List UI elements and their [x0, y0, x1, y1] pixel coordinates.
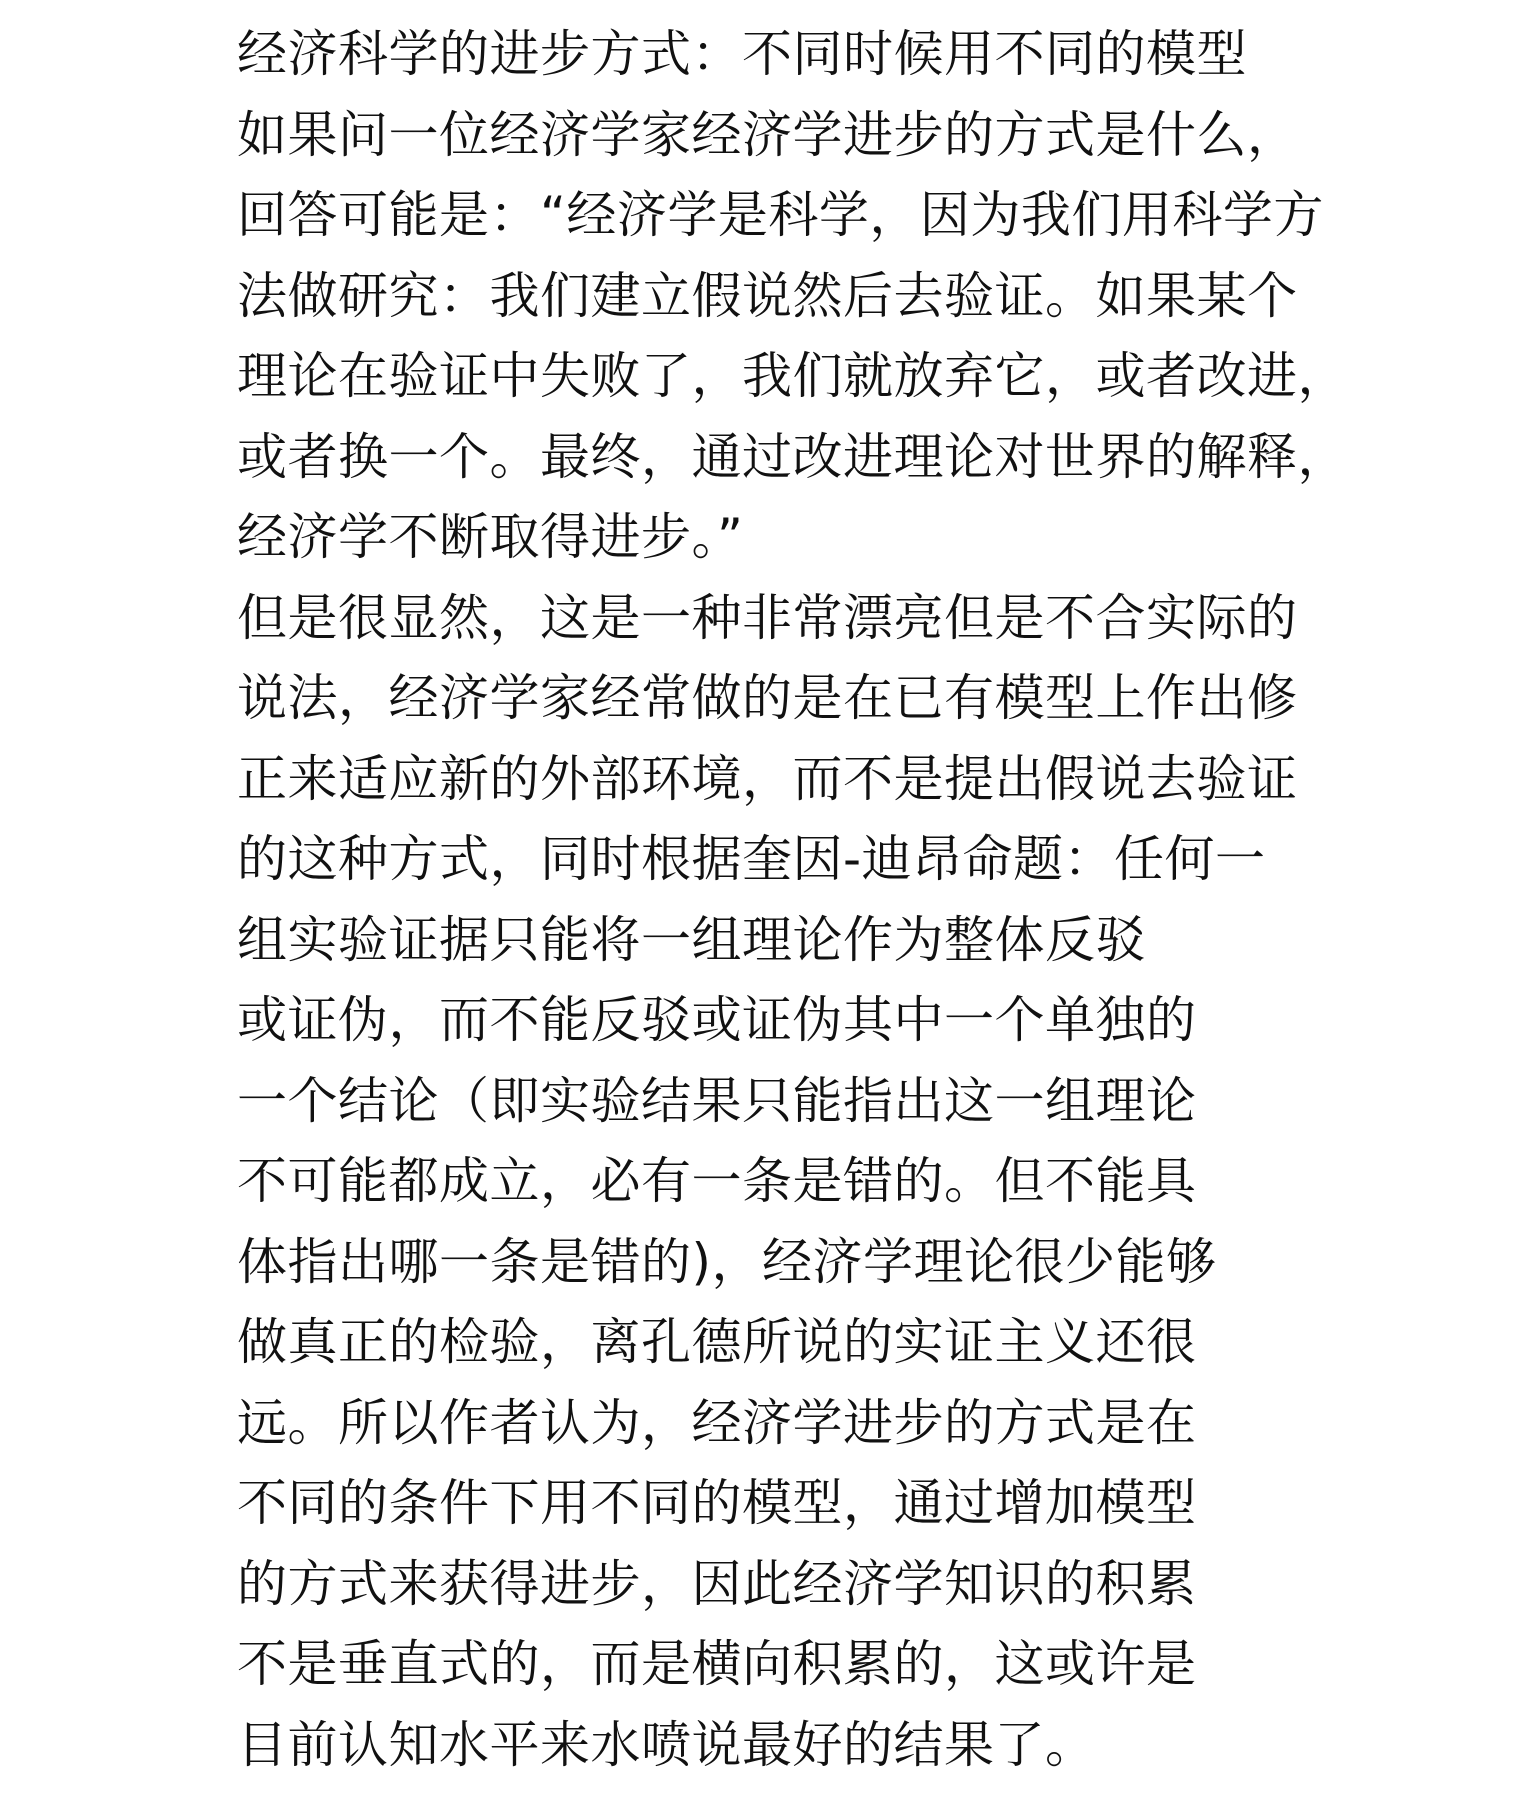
text-line: 的方式来获得进步，因此经济学知识的积累 — [237, 1554, 1197, 1613]
document-body — [237, 14, 1348, 1785]
title-line: 经济科学的进步方式：不同时候用不同的模型 — [237, 25, 1247, 83]
text-line: 体指出哪一条是错的)，经济学理论很少能够 — [237, 1232, 1217, 1291]
text-line: 组实验证据只能将一组理论作为整体反驳 — [237, 910, 1146, 969]
text-line: 经济学不断取得进步。” — [237, 508, 744, 566]
text-line: 法做研究：我们建立假说然后去验证。如果某个 — [237, 266, 1298, 325]
text-line: 或者换一个。最终，通过改进理论对世界的解释， — [237, 427, 1348, 486]
text-line: 不可能都成立，必有一条是错的。但不能具 — [237, 1152, 1197, 1210]
text-line: 目前认知水平来水喷说最好的结果了。 — [237, 1715, 1096, 1774]
text-line: 理论在验证中失败了，我们就放弃它，或者改进， — [237, 347, 1348, 405]
text-line: 远。所以作者认为，经济学进步的方式是在 — [237, 1393, 1197, 1452]
text-line: 回答可能是：“经济学是科学，因为我们用科学方 — [237, 186, 1324, 244]
text-line: 说法，经济学家经常做的是在已有模型上作出修 — [237, 669, 1298, 727]
text-line: 或证伪，而不能反驳或证伪其中一个单独的 — [237, 991, 1197, 1049]
text-line: 不同的条件下用不同的模型，通过增加模型 — [237, 1474, 1197, 1532]
text-line: 做真正的检验，离孔德所说的实证主义还很 — [237, 1313, 1197, 1371]
text-line: 如果问一位经济学家经济学进步的方式是什么， — [237, 105, 1298, 164]
text-line: 正来适应新的外部环境，而不是提出假说去验证 — [237, 749, 1298, 808]
text-line: 不是垂直式的，而是横向积累的，这或许是 — [237, 1635, 1197, 1693]
text-line: 一个结论（即实验结果只能指出这一组理论 — [237, 1071, 1197, 1130]
text-line: 的这种方式，同时根据奎因-迪昂命题：任何一 — [237, 830, 1266, 888]
text-line: 但是很显然，这是一种非常漂亮但是不合实际的 — [237, 588, 1298, 647]
